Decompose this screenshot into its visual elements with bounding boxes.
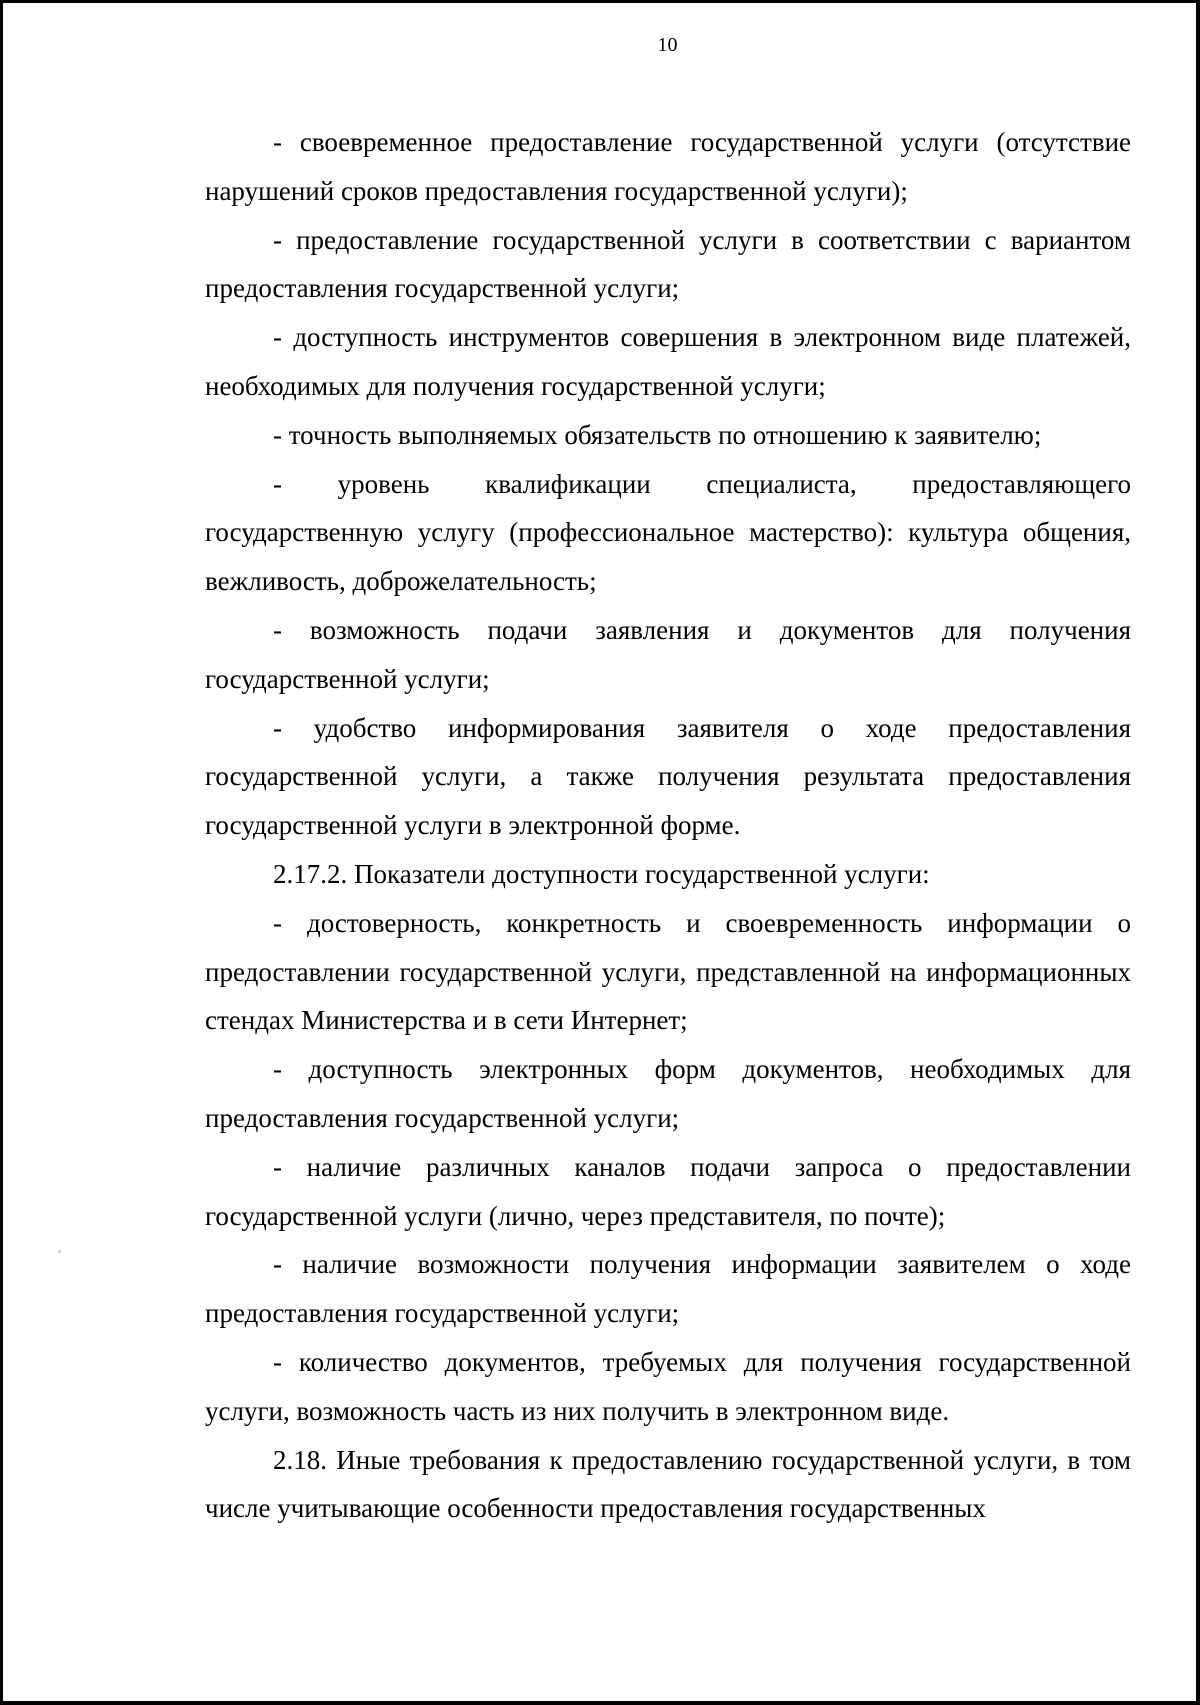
paragraph-request-channels: - наличие различных каналов подачи запроса о предоставлении государственной услуги (лично, через представителя, по почте);: [205, 1151, 1131, 1231]
paragraph-specialist-qualification: - уровень квалификации специалиста, предоставляющего государственную услугу (профессиональное мастерство): культура общения, вежливость, доброжелательность;: [205, 468, 1131, 597]
paragraph-progress-information: - наличие возможности получения информации заявителем о ходе предоставления государственной услуги;: [205, 1249, 1131, 1329]
document-body: [205, 118, 1131, 1533]
paragraph-information-reliability: - достоверность, конкретность и своевременность информации о предоставлении государственной услуги, представленной на информационных стендах Министерства и в сети Интернет;: [205, 907, 1131, 1036]
paragraph-obligation-accuracy: - точность выполняемых обязательств по отношению к заявителю;: [273, 419, 1042, 450]
section-heading-2-17-2: 2.17.2. Показатели доступности государственной услуги:: [273, 858, 930, 889]
paragraph-electronic-forms: - доступность электронных форм документов, необходимых для предоставления государственной услуги;: [205, 1054, 1131, 1133]
page-number: 10: [657, 34, 678, 56]
paragraph-informing-convenience: - удобство информирования заявителя о ходе предоставления государственной услуги, а также получения результата предоставления государственной услуги в электронной форме.: [205, 712, 1131, 841]
paragraph-payment-tools: - доступность инструментов совершения в электронном виде платежей, необходимых для получения государственной услуги;: [205, 322, 1131, 401]
paragraph-variant-compliance: - предоставление государственной услуги в соответствии с вариантом предоставления государственной услуги;: [205, 224, 1131, 304]
paragraph-document-count: - количество документов, требуемых для получения государственной услуги, возможность часть из них получить в электронном виде.: [205, 1346, 1131, 1426]
scan-speck: [58, 1250, 61, 1253]
paragraph-application-submission: - возможность подачи заявления и документов для получения государственной услуги;: [205, 614, 1131, 694]
section-heading-2-18: 2.18. Иные требования к предоставлению государственной услуги, в том числе учитывающие особенности предоставления государственных: [205, 1444, 1131, 1524]
paragraph-timeliness: - своевременное предоставление государственной услуги (отсутствие нарушений сроков предоставления государственной услуги);: [205, 127, 1131, 206]
